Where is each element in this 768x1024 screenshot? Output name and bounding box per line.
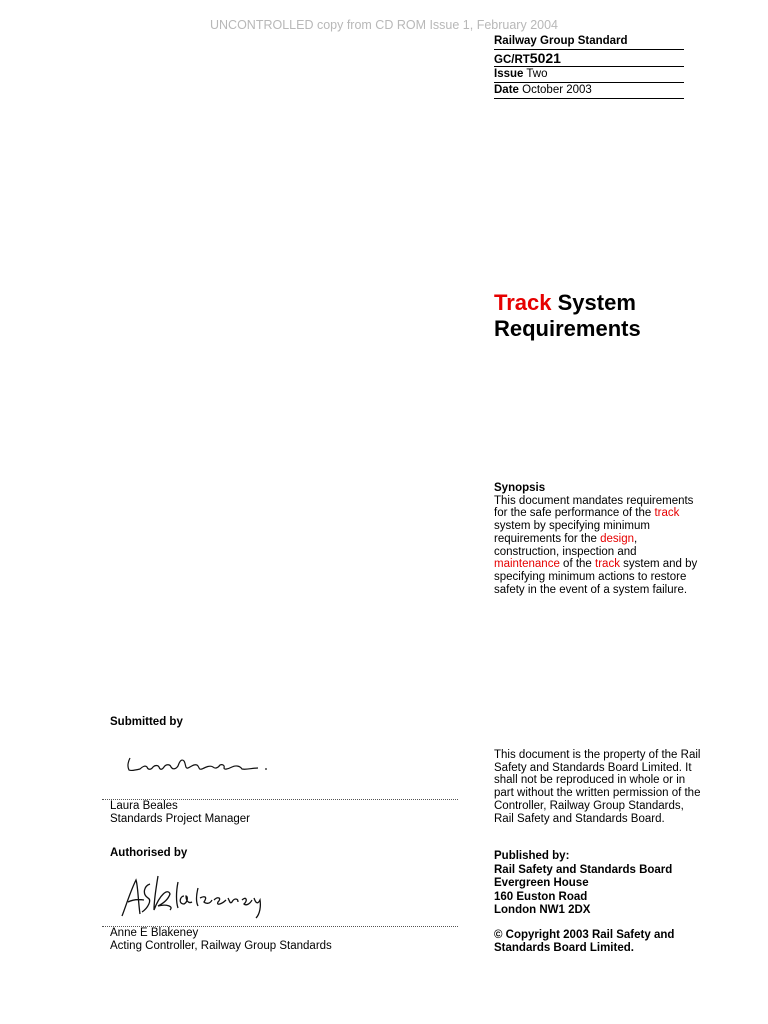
submitter xyxy=(110,800,250,825)
submitter-name: Laura Beales xyxy=(110,800,178,812)
publisher-label: Published by: xyxy=(494,850,570,862)
document-header xyxy=(494,34,684,99)
synopsis-text: of the xyxy=(559,558,596,571)
date-value: October 2003 xyxy=(522,84,592,96)
issue-row xyxy=(494,67,684,83)
synopsis-heading: Synopsis xyxy=(494,482,546,494)
date-row xyxy=(494,83,684,99)
track-link[interactable]: track xyxy=(654,507,680,520)
synopsis-text: , construction, inspection and xyxy=(494,532,638,558)
design-link[interactable]: design xyxy=(600,532,634,545)
authoriser xyxy=(110,927,332,952)
issue-value: Two xyxy=(526,68,548,80)
copyright-notice: © Copyright 2003 Rail Safety and Standards Board Limited. xyxy=(494,929,675,954)
uncontrolled-watermark: UNCONTROLLED copy from CD ROM Issue 1, February 2004 xyxy=(209,18,559,32)
track-link[interactable]: track xyxy=(595,558,620,571)
synopsis-text: system and by specifying minimum actions to restore safety in the event of a system failure. xyxy=(494,558,698,596)
publisher-line: 160 Euston Road xyxy=(494,890,588,903)
publisher-block xyxy=(494,850,714,918)
title-word-system: System xyxy=(557,290,636,315)
signature-anne-blakeney xyxy=(118,870,278,922)
submitter-role: Standards Project Manager xyxy=(110,812,250,825)
authoriser-role: Acting Controller, Railway Group Standards xyxy=(110,939,332,952)
property-notice: This document is the property of the Rail Safety and Standards Board Limited. It shall not be reproduced in whole or in part without the written permission of the Controller, Railway Group Standards, Rail Safety and Standards Board. xyxy=(494,749,701,825)
synopsis-text: system by specifying minimum requirements for the xyxy=(494,520,650,545)
publisher-line: Evergreen House xyxy=(494,877,589,889)
synopsis-text: This document mandates requirements for the safe performance of the xyxy=(494,494,694,520)
doc-number: 5021 xyxy=(529,50,561,66)
doc-number-row xyxy=(494,50,684,67)
submitted-by-label: Submitted by xyxy=(110,716,183,728)
authorised-by-label: Authorised by xyxy=(110,847,188,859)
synopsis-body xyxy=(494,495,704,597)
doc-prefix: GC/RT xyxy=(494,54,530,66)
standard-label: Railway Group Standard xyxy=(494,35,628,47)
signature-laura-beales xyxy=(118,752,278,776)
publisher-line: Rail Safety and Standards Board xyxy=(494,863,673,876)
standard-label-row xyxy=(494,34,684,50)
authoriser-name: Anne E Blakeney xyxy=(110,927,199,939)
issue-label: Issue xyxy=(494,68,524,80)
publisher-line: London NW1 2DX xyxy=(494,904,591,916)
maintenance-link[interactable]: maintenance xyxy=(494,558,560,571)
synopsis xyxy=(494,482,704,596)
document-title xyxy=(494,290,641,342)
title-track-link[interactable]: Track xyxy=(494,290,552,315)
date-label: Date xyxy=(494,84,519,96)
title-word-requirements: Requirements xyxy=(494,316,641,341)
